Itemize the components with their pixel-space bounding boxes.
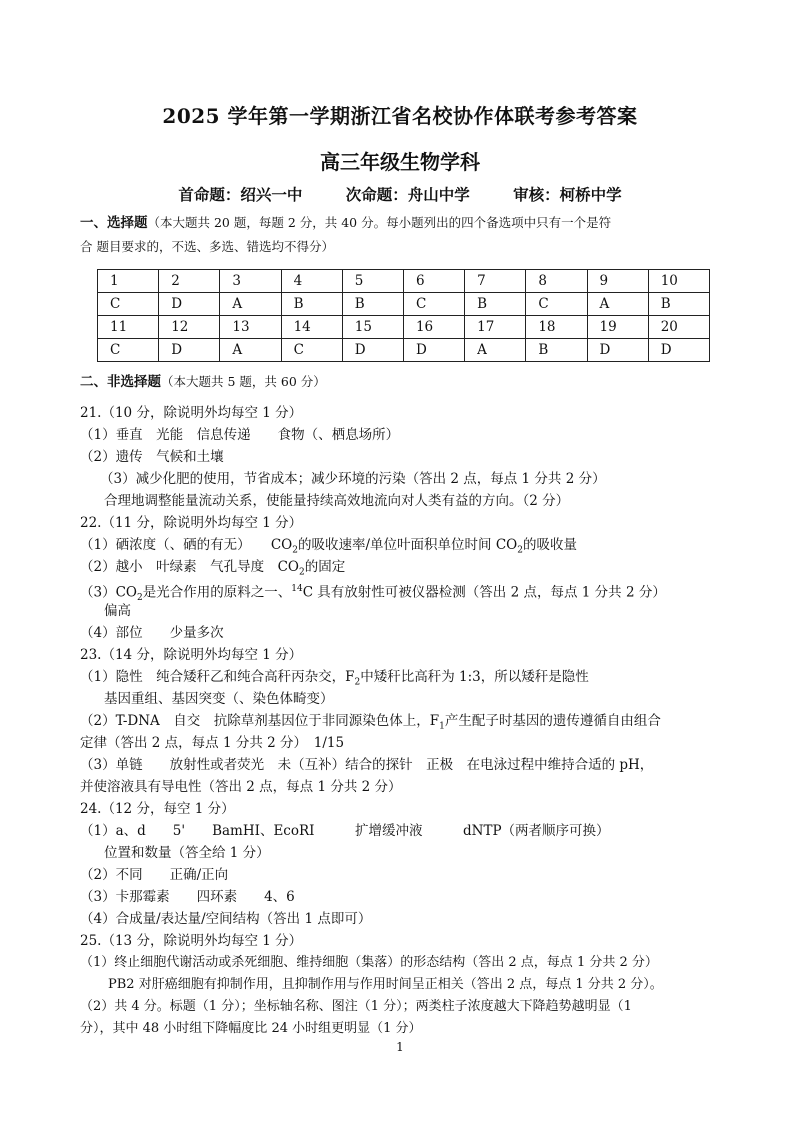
table-row-answers-2 — [98, 339, 710, 362]
table-cell: 19 — [587, 316, 648, 339]
table-cell: 10 — [648, 270, 709, 293]
table-cell: A — [220, 293, 281, 316]
q24-answer-1: （1）a、d 5' BamHI、EcoRI 扩增缓冲液 dNTP（两者顺序可换） — [80, 823, 610, 839]
authors-line — [0, 183, 800, 205]
q21-answer-3: （3）减少化肥的使用，节省成本；减少环境的污染（答出 2 点，每点 1 分共 2 分） — [100, 471, 606, 487]
table-cell: 18 — [526, 316, 587, 339]
text-run: 是光合作用的原料之一、 — [142, 584, 292, 601]
table-cell: D — [159, 339, 220, 362]
table-cell: 9 — [587, 270, 648, 293]
table-cell: B — [281, 293, 342, 316]
text-run: （2）T-DNA 自交 抗除草剂基因位于非同源染色体上，F — [80, 713, 440, 729]
q23-answer-2-cont: 定律（答出 2 点，每点 1 分共 2 分） 1/15 — [80, 735, 345, 751]
q23-answer-3-cont: 并使溶液具有导电性（答出 2 点，每点 1 分共 2 分） — [80, 779, 402, 795]
table-row-numbers-1 — [98, 270, 710, 293]
q25-answer-2: （2）共 4 分。标题（1 分）；坐标轴名称、图注（1 分）；两类柱子浓度越大下降趋势越明显（1 — [80, 999, 632, 1014]
text-run: 的吸收速率/单位叶面积单位时间 CO — [297, 537, 518, 553]
section1-note: （本大题共 20 题，每题 2 分，共 40 分。每小题列出的四个备选项中只有一个是符 — [147, 215, 612, 230]
choice-answer-table — [97, 269, 710, 362]
subscript: 1 — [439, 721, 445, 732]
q22-header: 22.（11 分，除说明外均每空 1 分） — [80, 515, 303, 531]
table-cell: D — [587, 339, 648, 362]
table-cell: B — [465, 293, 526, 316]
q21-header: 21.（10 分，除说明外均每空 1 分） — [80, 405, 303, 421]
q24-answer-2: （2）不同 正确/正向 — [80, 867, 229, 883]
table-cell: 20 — [648, 316, 709, 339]
second-author: 次命题：舟山中学 — [345, 185, 470, 204]
table-cell: 16 — [403, 316, 464, 339]
table-cell: C — [281, 339, 342, 362]
table-cell: 3 — [220, 270, 281, 293]
table-cell: 5 — [342, 270, 403, 293]
text-run: （3）CO — [80, 584, 137, 601]
page-subtitle: 高三年级生物学科 — [320, 150, 480, 174]
text-run: （2）越小 叶绿素 气孔导度 CO — [80, 559, 299, 575]
q21-answer-3-cont: 合理地调整能量流动关系，使能量持续高效地流向对人类有益的方向。（2 分） — [104, 493, 570, 509]
q25-header: 25.（13 分，除说明外均每空 1 分） — [80, 933, 303, 949]
q24-header: 24.（12 分，每空 1 分） — [80, 801, 235, 817]
table-cell: 6 — [403, 270, 464, 293]
table-cell: 14 — [281, 316, 342, 339]
q23-header: 23.（14 分，除说明外均每空 1 分） — [80, 647, 303, 663]
superscript: 14 — [291, 584, 303, 594]
subscript: 2 — [137, 593, 143, 604]
table-cell: C — [526, 293, 587, 316]
table-cell: D — [648, 339, 709, 362]
q22-answer-3-cont: 偏高 — [104, 603, 131, 619]
text-run: （1）硒浓度（、硒的有无） CO — [80, 537, 293, 553]
text-run: 产生配子时基因的遗传遵循自由组合 — [444, 713, 661, 729]
subscript: 2 — [354, 677, 361, 688]
table-cell: D — [159, 293, 220, 316]
table-cell: C — [98, 293, 159, 316]
q24-answer-1-cont: 位置和数量（答全给 1 分） — [104, 845, 270, 861]
page-title: 2025 学年第一学期浙江省名校协作体联考参考答案 — [162, 104, 638, 128]
text-run: （1）隐性 纯合矮秆乙和纯合高秆丙杂交，F — [80, 669, 355, 685]
q24-answer-3: （3）卡那霉素 四环素 4、6 — [80, 889, 295, 905]
table-cell: C — [403, 293, 464, 316]
table-row-answers-1 — [98, 293, 710, 316]
q21-answer-1: （1）垂直 光能 信息传递 食物（、栖息场所） — [80, 427, 400, 443]
table-cell: A — [220, 339, 281, 362]
q25-answer-2-cont: 分），其中 48 小时组下降幅度比 24 小时组更明显（1 分） — [80, 1021, 422, 1036]
table-cell: 2 — [159, 270, 220, 293]
first-author: 首命题：绍兴一中 — [178, 185, 303, 204]
text-run: 的固定 — [304, 559, 346, 575]
subscript: 2 — [299, 567, 305, 578]
table-cell: 8 — [526, 270, 587, 293]
q21-answer-2: （2）遗传 气候和土壤 — [80, 449, 224, 465]
table-row-numbers-2 — [98, 316, 710, 339]
table-cell: D — [403, 339, 464, 362]
page-number: 1 — [396, 1040, 404, 1054]
q23-answer-1-cont: 基因重组、基因突变（、染色体畸变） — [104, 691, 334, 707]
table-cell: B — [526, 339, 587, 362]
section2-heading: 二、非选择题 — [80, 374, 161, 390]
section2-note: （本大题共 5 题，共 60 分） — [161, 374, 326, 389]
table-cell: 7 — [465, 270, 526, 293]
table-cell: B — [648, 293, 709, 316]
table-cell: 11 — [98, 316, 159, 339]
section1-heading-line — [80, 212, 770, 234]
table-cell: 1 — [98, 270, 159, 293]
table-cell: 12 — [159, 316, 220, 339]
text-run: C 具有放射性可被仪器检测（答出 2 点，每点 1 分共 2 分） — [302, 584, 666, 601]
table-cell: A — [587, 293, 648, 316]
q25-answer-1-cont: PB2 对肝癌细胞有抑制作用，且抑制作用与作用时间呈正相关（答出 2 点，每点 1 分共 2 分）。 — [108, 977, 663, 992]
reviewer: 审核：柯桥中学 — [513, 185, 622, 204]
text-run: 的吸收量 — [522, 537, 577, 553]
q24-answer-4: （4）合成量/表达量/空间结构（答出 1 点即可） — [80, 911, 372, 927]
text-run: 中矮秆比高秆为 1:3，所以矮秆是隐性 — [360, 669, 589, 685]
q23-answer-3: （3）单链 放射性或者荧光 未（互补）结合的探针 正极 在电泳过程中维持合适的 pH， — [80, 757, 654, 773]
q25-answer-1: （1）终止细胞代谢活动或杀死细胞、维持细胞（集落）的形态结构（答出 2 点，每点 1 分共 2 分） — [80, 955, 658, 970]
table-cell: D — [342, 339, 403, 362]
table-cell: 4 — [281, 270, 342, 293]
subscript: 2 — [517, 545, 523, 556]
table-cell: C — [98, 339, 159, 362]
table-cell: B — [342, 293, 403, 316]
table-cell: 17 — [465, 316, 526, 339]
table-cell: A — [465, 339, 526, 362]
table-cell: 15 — [342, 316, 403, 339]
section2-heading-line — [80, 371, 770, 393]
section1-heading: 一、选择题 — [80, 215, 148, 231]
section1-note-line2: 合 题目要求的，不选、多选、错选均不得分） — [80, 239, 334, 254]
subscript: 2 — [292, 545, 298, 556]
table-cell: 13 — [220, 316, 281, 339]
q22-answer-4: （4）部位 少量多次 — [80, 625, 224, 641]
